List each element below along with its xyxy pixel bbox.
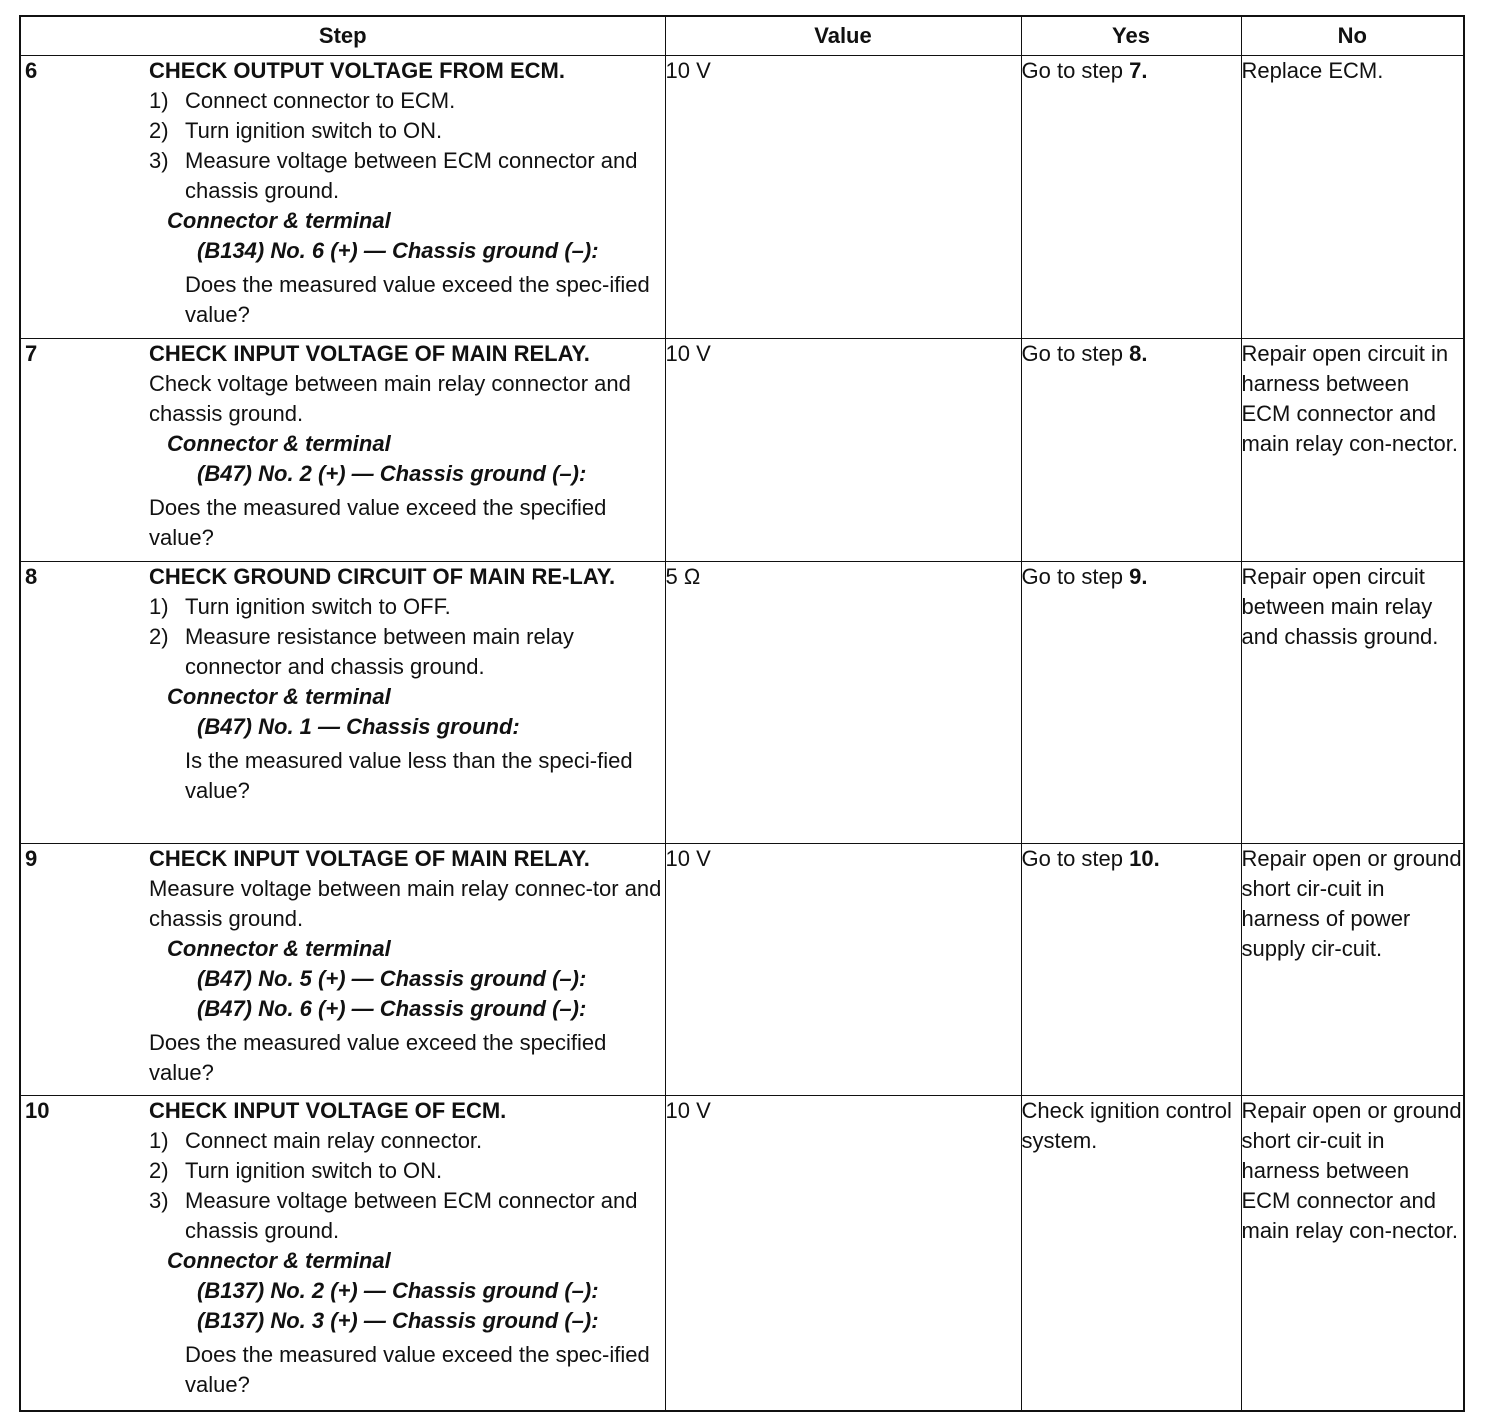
terminal-spec: (B47) No. 5 (+) — Chassis ground (–): bbox=[197, 966, 587, 991]
yes-step-link: 7. bbox=[1129, 58, 1148, 83]
step-number: 7 bbox=[25, 341, 38, 366]
yes-cell: Check ignition control system. bbox=[1021, 1096, 1241, 1411]
step-intro: Check voltage between main relay connector and chassis ground. bbox=[149, 371, 631, 426]
step-question: Does the measured value exceed the specified value? bbox=[149, 1030, 607, 1085]
list-marker: 1) bbox=[149, 88, 169, 113]
step-cell bbox=[20, 844, 665, 1096]
value-cell: 10 V bbox=[665, 339, 1021, 562]
header-step: Step bbox=[20, 16, 665, 56]
connector-label: Connector & terminal bbox=[167, 684, 391, 709]
value-cell: 10 V bbox=[665, 1096, 1021, 1411]
terminal-spec: (B47) No. 1 — Chassis ground: bbox=[197, 714, 520, 739]
table-row bbox=[20, 844, 1464, 1096]
step-cell bbox=[20, 339, 665, 562]
list-item: Connect connector to ECM. bbox=[185, 88, 456, 113]
table-row bbox=[20, 1096, 1464, 1411]
step-title: CHECK INPUT VOLTAGE OF ECM. bbox=[149, 1098, 507, 1123]
step-cell bbox=[20, 562, 665, 844]
list-item: Measure voltage between ECM connector and chassis ground. bbox=[185, 148, 638, 203]
list-marker: 2) bbox=[149, 118, 169, 143]
step-question: Does the measured value exceed the specified value? bbox=[149, 495, 607, 550]
table-row bbox=[20, 339, 1464, 562]
no-cell: Replace ECM. bbox=[1241, 56, 1464, 339]
step-cell bbox=[20, 1096, 665, 1411]
connector-label: Connector & terminal bbox=[167, 208, 391, 233]
list-marker: 2) bbox=[149, 1158, 169, 1183]
yes-cell bbox=[1021, 56, 1241, 339]
list-item: Turn ignition switch to ON. bbox=[185, 118, 443, 143]
list-item: Turn ignition switch to ON. bbox=[185, 1158, 443, 1183]
table-row bbox=[20, 562, 1464, 844]
connector-label: Connector & terminal bbox=[167, 936, 391, 961]
list-item: Measure resistance between main relay connector and chassis ground. bbox=[185, 624, 574, 679]
step-title: CHECK INPUT VOLTAGE OF MAIN RELAY. bbox=[149, 341, 590, 366]
step-intro: Measure voltage between main relay connec-tor and chassis ground. bbox=[149, 876, 662, 931]
terminal-spec: (B47) No. 6 (+) — Chassis ground (–): bbox=[197, 996, 587, 1021]
step-question: Does the measured value exceed the spec-ified value? bbox=[185, 272, 650, 327]
step-title: CHECK GROUND CIRCUIT OF MAIN RE-LAY. bbox=[149, 564, 616, 589]
yes-text: Go to step bbox=[1021, 58, 1130, 83]
yes-text: Go to step bbox=[1021, 846, 1130, 871]
step-number: 9 bbox=[25, 846, 38, 871]
list-marker: 3) bbox=[149, 148, 169, 173]
step-question: Is the measured value less than the speci-fied value? bbox=[185, 748, 633, 803]
table-header-row bbox=[20, 16, 1464, 56]
step-question: Does the measured value exceed the spec-ified value? bbox=[185, 1342, 650, 1397]
header-no: No bbox=[1241, 16, 1464, 56]
terminal-spec: (B134) No. 6 (+) — Chassis ground (–): bbox=[197, 238, 599, 263]
diagnostic-table bbox=[19, 15, 1465, 1412]
step-number: 6 bbox=[25, 58, 38, 83]
list-item: Connect main relay connector. bbox=[185, 1128, 483, 1153]
yes-step-link: 8. bbox=[1129, 341, 1148, 366]
table-row bbox=[20, 56, 1464, 339]
value-cell: 5 Ω bbox=[665, 562, 1021, 844]
connector-label: Connector & terminal bbox=[167, 431, 391, 456]
step-cell bbox=[20, 56, 665, 339]
terminal-spec: (B137) No. 3 (+) — Chassis ground (–): bbox=[197, 1308, 599, 1333]
list-marker: 3) bbox=[149, 1188, 169, 1213]
yes-step-link: 10. bbox=[1129, 846, 1160, 871]
connector-label: Connector & terminal bbox=[167, 1248, 391, 1273]
list-marker: 1) bbox=[149, 1128, 169, 1153]
header-yes: Yes bbox=[1021, 16, 1241, 56]
header-value: Value bbox=[665, 16, 1021, 56]
step-title: CHECK OUTPUT VOLTAGE FROM ECM. bbox=[149, 58, 565, 83]
yes-text: Go to step bbox=[1021, 341, 1130, 366]
value-cell: 10 V bbox=[665, 56, 1021, 339]
list-item: Measure voltage between ECM connector and chassis ground. bbox=[185, 1188, 638, 1243]
yes-cell bbox=[1021, 339, 1241, 562]
yes-cell bbox=[1021, 844, 1241, 1096]
no-cell: Repair open circuit between main relay and chassis ground. bbox=[1241, 562, 1464, 844]
step-title: CHECK INPUT VOLTAGE OF MAIN RELAY. bbox=[149, 846, 590, 871]
yes-cell bbox=[1021, 562, 1241, 844]
terminal-spec: (B47) No. 2 (+) — Chassis ground (–): bbox=[197, 461, 587, 486]
step-number: 10 bbox=[25, 1098, 50, 1123]
list-marker: 1) bbox=[149, 594, 169, 619]
no-cell: Repair open or ground short cir-cuit in harness between ECM connector and main relay con-nector. bbox=[1241, 1096, 1464, 1411]
no-cell: Repair open or ground short cir-cuit in harness of power supply cir-cuit. bbox=[1241, 844, 1464, 1096]
yes-text: Go to step bbox=[1021, 564, 1130, 589]
yes-step-link: 9. bbox=[1129, 564, 1148, 589]
list-item: Turn ignition switch to OFF. bbox=[185, 594, 451, 619]
list-marker: 2) bbox=[149, 624, 169, 649]
terminal-spec: (B137) No. 2 (+) — Chassis ground (–): bbox=[197, 1278, 599, 1303]
no-cell: Repair open circuit in harness between ECM connector and main relay con-nector. bbox=[1241, 339, 1464, 562]
value-cell: 10 V bbox=[665, 844, 1021, 1096]
step-number: 8 bbox=[25, 564, 38, 589]
